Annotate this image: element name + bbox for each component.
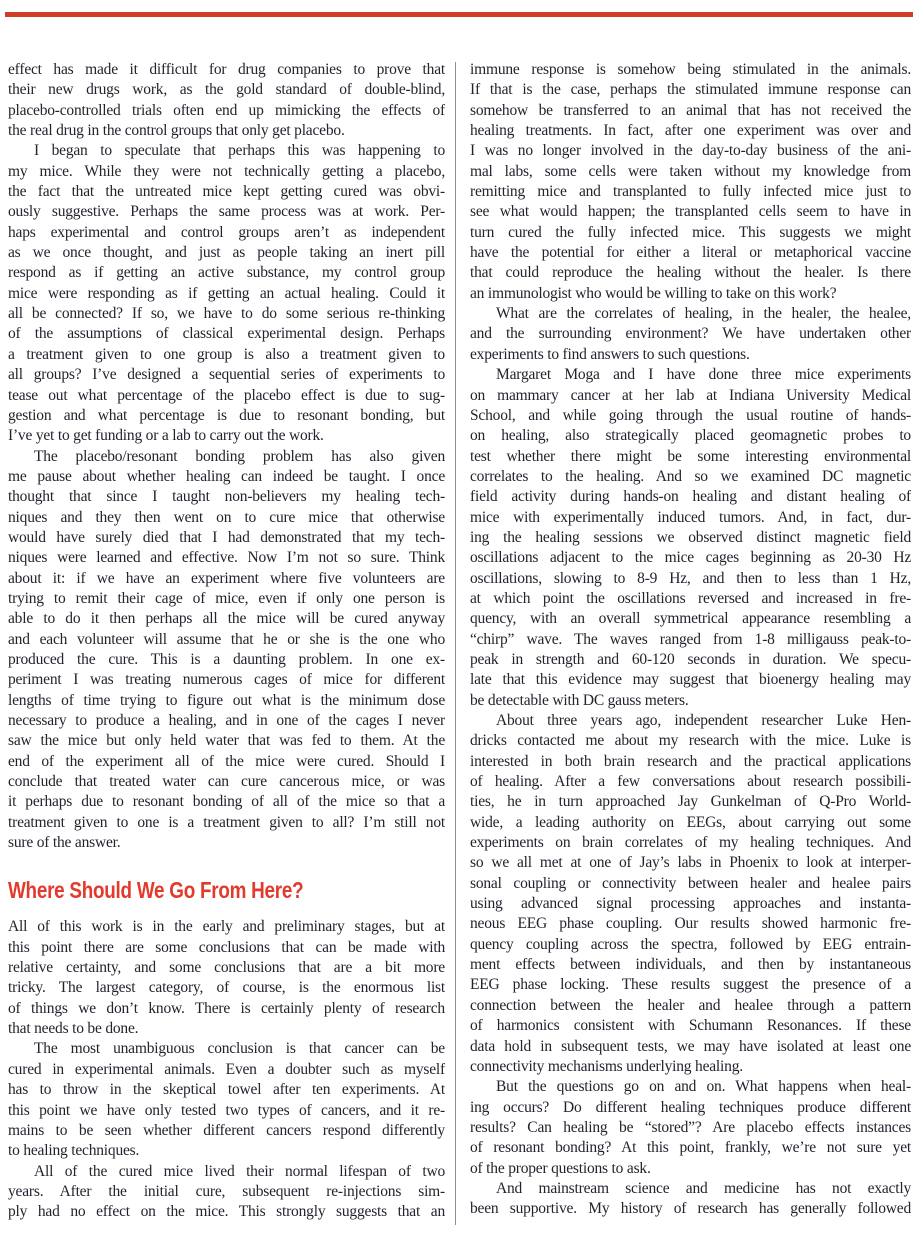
text-line: late that this evidence may suggest that bioenergy healing may xyxy=(470,671,911,689)
text-line: The most unambiguous conclusion is that cancer can be xyxy=(34,1040,445,1058)
text-line: treatment given to one is a treatment given to all? I’m still not xyxy=(8,813,445,831)
text-line: has to throw in the skeptical towel after ten experiments. At xyxy=(8,1081,445,1099)
text-line: What are the correlates of healing, in the healer, the healee, xyxy=(496,305,911,323)
text-line: All of this work is in the early and preliminary stages, but at xyxy=(8,918,445,936)
text-line: If that is the case, perhaps the stimulated immune response can xyxy=(470,81,911,99)
text-line: field activity during hands-on healing and distant healing of xyxy=(470,488,911,506)
text-line: mice with experimentally induced tumors. And, in fact, dur- xyxy=(470,508,911,526)
text-line: and the surrounding environment? We have undertaken other xyxy=(470,325,911,343)
text-line: mains to be seen whether different cancers respond differently xyxy=(8,1121,445,1139)
text-line: on mammary cancer at her lab at Indiana University Medical xyxy=(470,386,911,404)
text-line: this point we have only tested two types of cancers, and it re- xyxy=(8,1101,445,1119)
text-line: end of the experiment all of the mice were cured. Should I xyxy=(8,752,445,770)
text-line: of the proper questions to ask. xyxy=(470,1159,651,1177)
text-line: necessary to produce a healing, and in one of the cages I never xyxy=(8,712,445,729)
text-line: tricky. The largest category, of course, is the enormous list xyxy=(8,979,445,997)
text-line: tease out what percentage of the placebo effect is due to sug- xyxy=(8,386,445,404)
text-line: that needs to be done. xyxy=(8,1020,139,1038)
text-line: mal labs, some cells were taken without my knowledge from xyxy=(470,162,911,180)
text-line: as we once thought, and just as people taking an inert pill xyxy=(8,244,445,262)
text-line: all groups? I’ve designed a sequential series of experiments to xyxy=(8,366,445,384)
text-line: ties, he in turn approached Jay Gunkelman of Q-Pro World- xyxy=(470,793,911,811)
text-line: data hold in subsequent tests, we may have isolated at least one xyxy=(470,1037,911,1055)
text-line: About three years ago, independent researcher Luke Hen- xyxy=(496,712,911,729)
text-line: connection between the healer and healee through a pattern xyxy=(470,996,911,1014)
text-line: remitting mice and transplanted to fully infected mice just to xyxy=(470,183,911,201)
text-line: would have surely died that I had demonstrated that my tech- xyxy=(8,528,445,546)
text-line: thought that since I taught non-believers my healing tech- xyxy=(8,488,445,506)
text-line: of healing. After a few conversations about research possibili- xyxy=(470,773,911,791)
text-line: interested in both brain research and the practical applications xyxy=(470,752,911,770)
text-line: my mice. While they were not technically getting a placebo, xyxy=(8,162,445,180)
text-line: ing occurs? Do different healing techniques produce different xyxy=(470,1098,911,1116)
text-line: quency, with an overall symmetrical appearance resembling a xyxy=(470,610,911,628)
text-line: And mainstream science and medicine has not exactly xyxy=(496,1179,911,1197)
text-line: see what would happen; the transplanted cells seem to have in xyxy=(470,203,911,221)
text-line: immune response is somehow being stimulated in the animals. xyxy=(470,61,911,78)
text-line: me pause about whether healing can indeed be taught. I once xyxy=(8,467,445,485)
text-line: oscillations adjacent to the mice cages beginning as 20-30 Hz xyxy=(470,549,911,567)
text-line: I was no longer involved in the day-to-day business of the ani- xyxy=(470,142,911,160)
text-line: EEG phase locking. These results suggest the presence of a xyxy=(470,976,911,994)
section-heading: Where Should We Go From Here? xyxy=(8,877,304,904)
text-line: dricks contacted me about my research with the mice. Luke is xyxy=(470,732,911,750)
text-line: sure of the answer. xyxy=(8,834,121,852)
text-line: gestion and what percentage is due to resonant bonding, but xyxy=(8,406,445,424)
left-column xyxy=(8,60,445,1223)
text-line: to healing techniques. xyxy=(8,1142,140,1160)
text-line: lengths of time trying to figure out what is the minimum dose xyxy=(8,691,445,709)
text-line: correlates to the healing. And so we examined DC magnetic xyxy=(470,467,911,485)
text-line: be detectable with DC gauss meters. xyxy=(470,691,689,709)
text-line: But the questions go on and on. What happens when heal- xyxy=(496,1078,911,1096)
text-line: so we all met at one of Jay’s labs in Phoenix to look at interper- xyxy=(470,854,911,872)
text-line: connectivity mechanisms underlying healing. xyxy=(470,1057,743,1075)
text-line: all be connected? If so, we have to do some serious re-thinking xyxy=(8,305,445,323)
text-line: have the potential for either a literal or metaphorical vaccine xyxy=(470,244,911,262)
text-line: ply had no effect on the mice. This strongly suggests that an xyxy=(8,1203,445,1221)
text-line: respond as if getting an active substance, my control group xyxy=(8,264,445,282)
text-line: cured in experimental animals. Even a doubter such as myself xyxy=(8,1060,445,1078)
text-line: sonal coupling or connectivity between healer and healee pairs xyxy=(470,874,911,892)
text-line: niques and they then went on to cure mice that otherwise xyxy=(8,508,445,526)
text-line: the fact that the untreated mice kept getting cured was obvi- xyxy=(8,183,445,201)
text-line: of harmonics consistent with Schumann Resonances. If these xyxy=(470,1017,911,1035)
text-line: “chirp” wave. The waves ranged from 1-8 milligauss peak-to- xyxy=(470,630,911,648)
text-line: turn cured the fully infected mice. This suggests we might xyxy=(470,223,911,241)
text-line: it perhaps due to resonant bonding of all of the mice so that a xyxy=(8,793,445,811)
text-line: of resonant bonding? At this point, frankly, we’re not sure yet xyxy=(470,1139,911,1157)
text-line: wide, a leading authority on EEGs, about carrying out some xyxy=(470,813,911,831)
text-line: healing treatments. In fact, after one experiment was over and xyxy=(470,122,911,140)
text-line: placebo-controlled trials often end up mimicking the effects of xyxy=(8,101,445,119)
text-line: quency coupling across the spectra, followed by EEG entrain- xyxy=(470,935,911,953)
text-line: this point there are some conclusions that can be made with xyxy=(8,938,445,956)
text-line: been supportive. My history of research has generally followed xyxy=(470,1200,911,1218)
text-line: neous EEG phase coupling. Our results showed harmonic fre- xyxy=(470,915,911,933)
text-line: produced the cure. This is a daunting problem. In one ex- xyxy=(8,650,445,668)
text-line: relative certainty, and some conclusions that are a bit more xyxy=(8,959,445,977)
text-line: years. After the initial cure, subsequent re-injections sim- xyxy=(8,1182,445,1200)
text-line: able to do it then perhaps all the mice will be cured anyway xyxy=(8,610,445,628)
text-line: School, and while going through the usual routine of hands- xyxy=(470,406,911,424)
text-line: ment effects between individuals, and then by instantaneous xyxy=(470,956,911,974)
text-line: the real drug in the control groups that only get placebo. xyxy=(8,122,345,140)
text-line: haps experimental and control groups aren’t as independent xyxy=(8,223,445,241)
right-column xyxy=(470,60,911,1220)
text-line: somehow be transferred to an animal that has not received the xyxy=(470,101,911,119)
text-line: of things we don’t know. There is certainly plenty of research xyxy=(8,999,445,1017)
top-rule xyxy=(5,12,913,17)
text-line: a treatment given to one group is also a treatment given to xyxy=(8,345,445,363)
text-line: using advanced signal processing approaches and instanta- xyxy=(470,895,911,913)
text-line: experiments on brain correlates of my healing techniques. And xyxy=(470,834,911,852)
text-line: test whether there might be some interesting environmental xyxy=(470,447,911,465)
text-line: on healing, also strategically placed geomagnetic probes to xyxy=(470,427,911,445)
text-line: results? Can healing be “stored”? Are placebo effects instances xyxy=(470,1118,911,1136)
text-line: mice were responding as if getting an actual healing. Could it xyxy=(8,284,445,302)
text-line: of the assumptions of classical experimental design. Perhaps xyxy=(8,325,445,343)
text-line: Margaret Moga and I have done three mice experiments xyxy=(496,366,911,384)
text-line: The placebo/resonant bonding problem has also given xyxy=(34,447,445,465)
text-line: effect has made it difficult for drug companies to prove that xyxy=(8,61,445,78)
text-line: trying to remit their cage of mice, even if only one person is xyxy=(8,589,445,607)
text-line: All of the cured mice lived their normal lifespan of two xyxy=(34,1162,445,1180)
text-line: ously suggestive. Perhaps the same process was at work. Per- xyxy=(8,203,445,221)
column-divider xyxy=(455,62,456,1225)
text-line: oscillations, slowing to 8-9 Hz, and then to less than 1 Hz, xyxy=(470,569,911,587)
text-line: that could reproduce the healing without the healer. Is there xyxy=(470,264,911,282)
text-line: ing the healing sessions we observed distinct magnetic field xyxy=(470,528,911,546)
text-line: conclude that treated water can cure cancerous mice, or was xyxy=(8,773,445,791)
text-line: saw the mice but only held water that was fed to them. At the xyxy=(8,732,445,750)
text-line: I’ve yet to get funding or a lab to carry out the work. xyxy=(8,427,324,445)
text-line: and each volunteer will assume that he or she is the one who xyxy=(8,630,445,648)
text-line: their new drugs work, as the gold standard of double-blind, xyxy=(8,81,445,99)
text-line: niques were learned and effective. Now I’m not so sure. Think xyxy=(8,549,445,567)
text-line: peak in strength and 60-120 seconds in duration. We specu- xyxy=(470,650,911,668)
text-line: I began to speculate that perhaps this was happening to xyxy=(34,142,445,160)
text-line: experiments to find answers to such questions. xyxy=(470,345,750,363)
text-line: an immunologist who would be willing to take on this work? xyxy=(470,284,837,302)
text-line: at which point the oscillations reversed and increased in fre- xyxy=(470,589,911,607)
text-line: periment I was treating numerous cages of mice for different xyxy=(8,671,445,689)
text-line: about it: if we have an experiment where five volunteers are xyxy=(8,569,445,587)
